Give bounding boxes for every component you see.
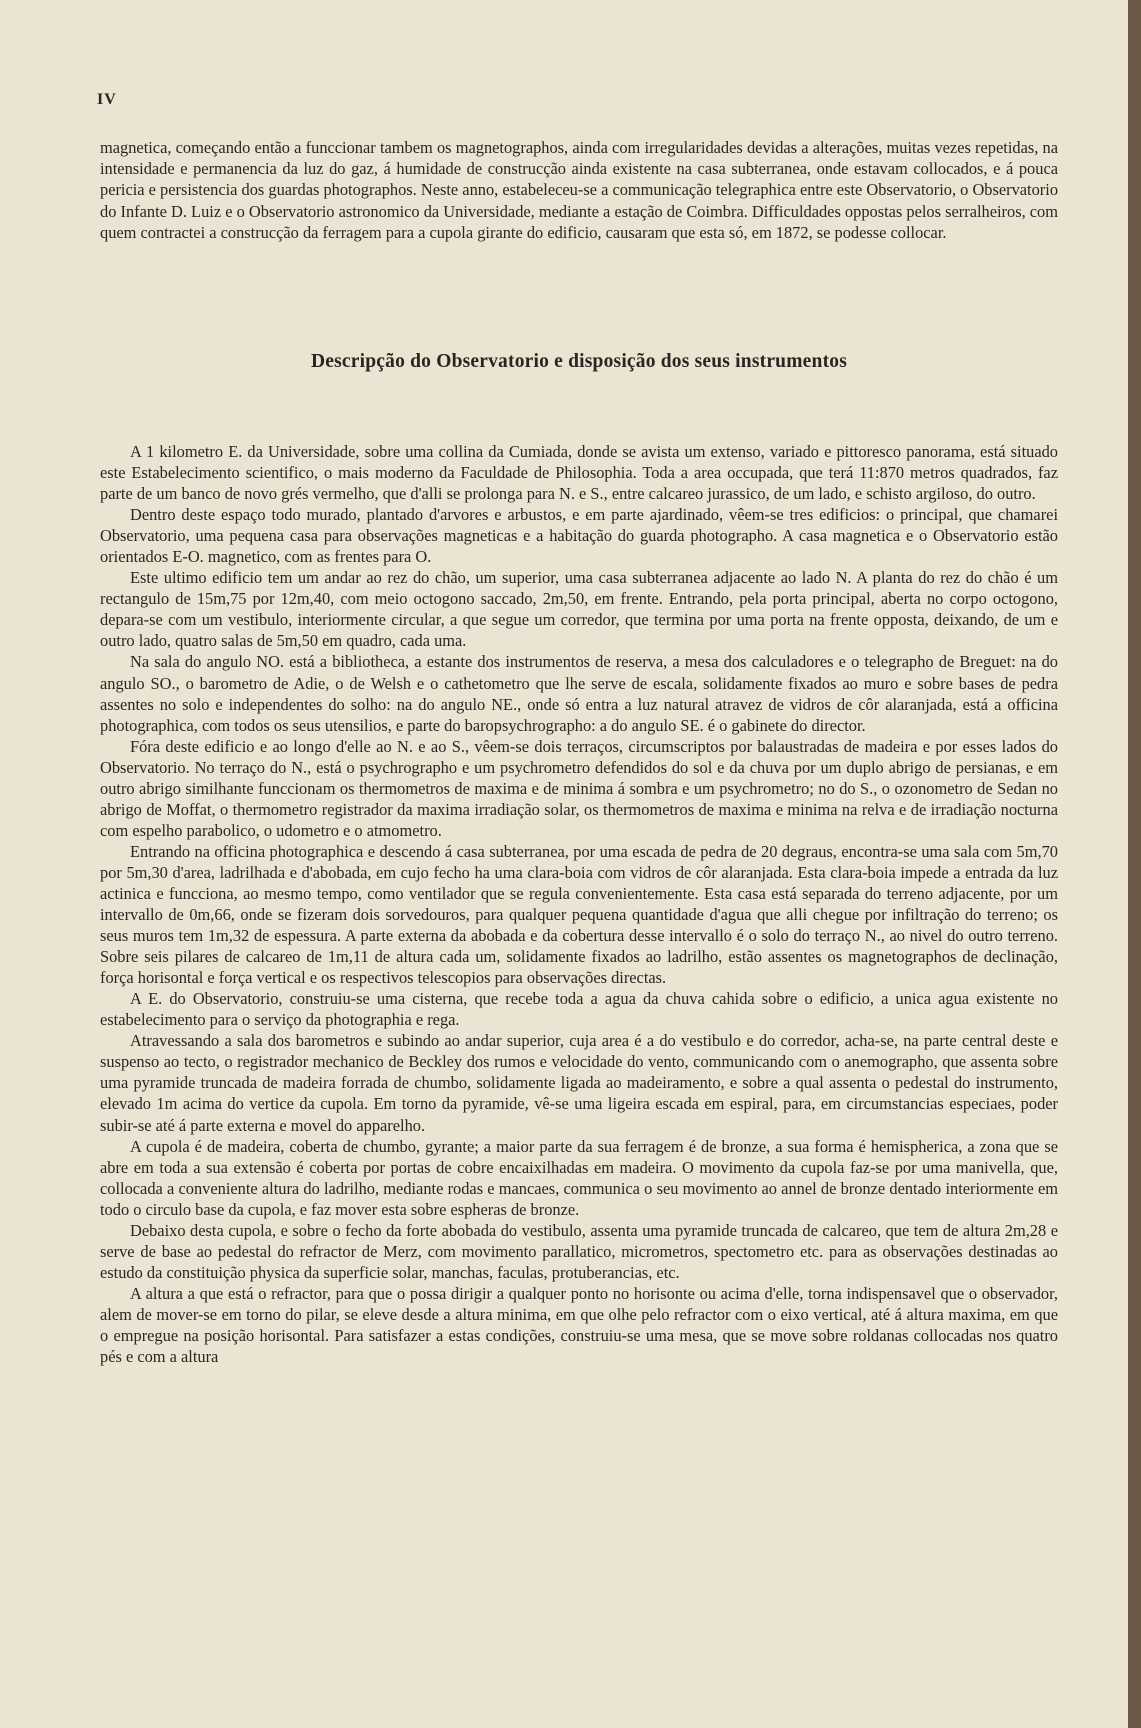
paragraph: Na sala do angulo NO. está a bibliotheca, a estante dos instrumentos de reserva, a mesa dos calculadores e o telegrapho de Breguet: na do angulo SO., o barometro de Adie, o de Welsh e o cathetometro que lhe serve de escala, solidamente fixados ao muro e sobre bases de pedra assentes no solo e independentes do solho: na do angulo NE., onde só entra a luz natural atravez de vidros de côr alaranjada, está a officina photographica, com todos os seus utensilios, e parte do baropsychrographo: a do angulo SE. é o gabinete do director. (100, 652, 1058, 735)
intro-paragraph-block (100, 137, 1058, 243)
page-number: IV (97, 91, 117, 108)
paragraph: Fóra deste edificio e ao longo d'elle ao N. e ao S., vêem-se dois terraços, circumscriptos por balaustradas de madeira e por esses lados do Observatorio. No terraço do N., está o psychrographo e um psychrometro defendidos do sol e da chuva por um duplo abrigo de persianas, e em outro abrigo similhante funccionam os thermometros de maxima e de minima á sombra e um psychrometro; no do S., o ozonometro de Sedan no abrigo de Moffat, o thermometro registrador da maxima irradiação solar, os thermometros de maxima e minima na relva e de irradiação nocturna com espelho parabolico, o udometro e o atmometro. (100, 736, 1058, 840)
paragraph: Entrando na officina photographica e descendo á casa subterranea, por uma escada de pedra de 20 degraus, encontra-se uma sala com 5m,70 por 5m,30 d'area, ladrilhada e d'abobada, em cujo fecho ha uma clara-boia com vidros de côr alaranjada. Esta clara-boia impede a entrada da luz actinica e funcciona, ao mesmo tempo, como ventilador que se regula convenientemente. Esta casa está separada do terreno adjacente, por um intervallo de 0m,66, onde se fizeram dois sorvedouros, para qualquer pequena quantidade d'agua que alli chegue por infiltração do terreno; os seus muros tem 1m,32 de espessura. A parte externa da abobada e da cobertura desse intervallo é o solo do terraço N., ao nivel do outro terreno. Sobre seis pilares de calcareo de 1m,11 de altura cada um, solidamente fixados ao ladrilho, estão assentes os magnetographos de declinação, força horisontal e força vertical e os respectivos telescopios para observações directas. (100, 841, 1058, 988)
body-text (100, 441, 1058, 1367)
paragraph: Este ultimo edificio tem um andar ao rez do chão, um superior, uma casa subterranea adjacente ao lado N. A planta do rez do chão é um rectangulo de 15m,75 por 12m,40, com meio octogono saccado, 2m,50, em frente. Entrando, pela porta principal, aberta no corpo octogono, depara-se com um vestibulo, interiormente circular, a que segue um corredor, que termina por uma porta na frente opposta, deixando, de um e outro lado, quatro salas de 5m,50 em quadro, cada uma. (100, 568, 1058, 651)
page-edge (1128, 0, 1141, 1728)
paragraph: Dentro deste espaço todo murado, plantado d'arvores e arbustos, e em parte ajardinado, vêem-se tres edificios: o principal, que chamarei Observatorio, uma pequena casa para observações magneticas e a habitação do guarda photographo. A casa magnetica e o Observatorio estão orientados E-O. magnetico, com as frentes para O. (100, 505, 1058, 567)
paragraph: Debaixo desta cupola, e sobre o fecho da forte abobada do vestibulo, assenta uma pyramide truncada de calcareo, que tem de altura 2m,28 e serve de base ao pedestal do refractor de Merz, com movimento parallatico, micrometros, spectometro etc. para as observações destinadas ao estudo da constituição physica da superficie solar, manchas, faculas, protuberancias, etc. (100, 1220, 1058, 1282)
paragraph: A E. do Observatorio, construiu-se uma cisterna, que recebe toda a agua da chuva cahida sobre o edificio, a unica agua existente no estabelecimento para o serviço da photographia e rega. (100, 989, 1058, 1030)
paragraph: Atravessando a sala dos barometros e subindo ao andar superior, cuja area é a do vestibulo e do corredor, acha-se, na parte central deste e suspenso ao tecto, o registrador mechanico de Beckley dos rumos e velocidade do vento, communicando com o anemographo, que assenta sobre uma pyramide truncada de madeira forrada de chumbo, solidamente ligada ao madeiramento, e sobre a qual assenta o pedestal do instrumento, elevado 1m acima do vertice da cupola. Em torno da pyramide, vê-se uma ligeira escada em espiral, para, em circumstancias especiaes, poder subir-se até á parte externa e movel do apparelho. (100, 1031, 1058, 1135)
paragraph: A cupola é de madeira, coberta de chumbo, gyrante; a maior parte da sua ferragem é de bronze, a sua forma é hemispherica, a zona que se abre em toda a sua extensão é coberta por portas de cobre encaixilhadas em madeira. O movimento da cupola faz-se por uma manivella, que, collocada a conveniente altura do ladrilho, mediante rodas e mancaes, communica o seu movimento ao annel de bronze dentado interiormente em todo o circulo base da cupola, e faz mover esta sobre espheras de bronze. (100, 1136, 1058, 1219)
intro-paragraph: magnetica, começando então a funccionar tambem os magnetographos, ainda com irregularidades devidas a alterações, muitas vezes repetidas, na intensidade e permanencia da luz do gaz, á humidade de construcção ainda existente na casa subterranea, onde estavam collocados, e á pouca pericia e persistencia dos guardas photographos. Neste anno, estabeleceu-se a communicação telegraphica entre este Observatorio, o Observatorio do Infante D. Luiz e o Observatorio astronomico da Universidade, mediante a estação de Coimbra. Difficuldades oppostas pelos serralheiros, com quem contractei a construcção da ferragem para a cupola girante do edificio, causaram que esta só, em 1872, se podesse collocar. (100, 138, 1059, 242)
paragraph: A altura a que está o refractor, para que o possa dirigir a qualquer ponto no horisonte ou acima d'elle, torna indispensavel que o observador, alem de mover-se em torno do pilar, se eleve desde a altura minima, em que olhe pelo refractor com o eixo vertical, até á altura maxima, em que o empregue na posição horisontal. Para satisfazer a estas condições, construiu-se uma mesa, que se move sobre roldanas collocadas nos quatro pés e com a altura (100, 1283, 1058, 1367)
paragraph: A 1 kilometro E. da Universidade, sobre uma collina da Cumiada, donde se avista um extenso, variado e pittoresco panorama, está situado este Estabelecimento scientifico, o mais moderno da Faculdade de Philosophia. Toda a area occupada, que terá 11:870 metros quadrados, faz parte de um banco de novo grés vermelho, que d'alli se prolonga para N. e S., entre calcareo jurassico, de um lado, e schisto argiloso, do outro. (100, 442, 1058, 504)
section-title: Descripção do Observatorio e disposição dos seus instrumentos (311, 351, 847, 372)
